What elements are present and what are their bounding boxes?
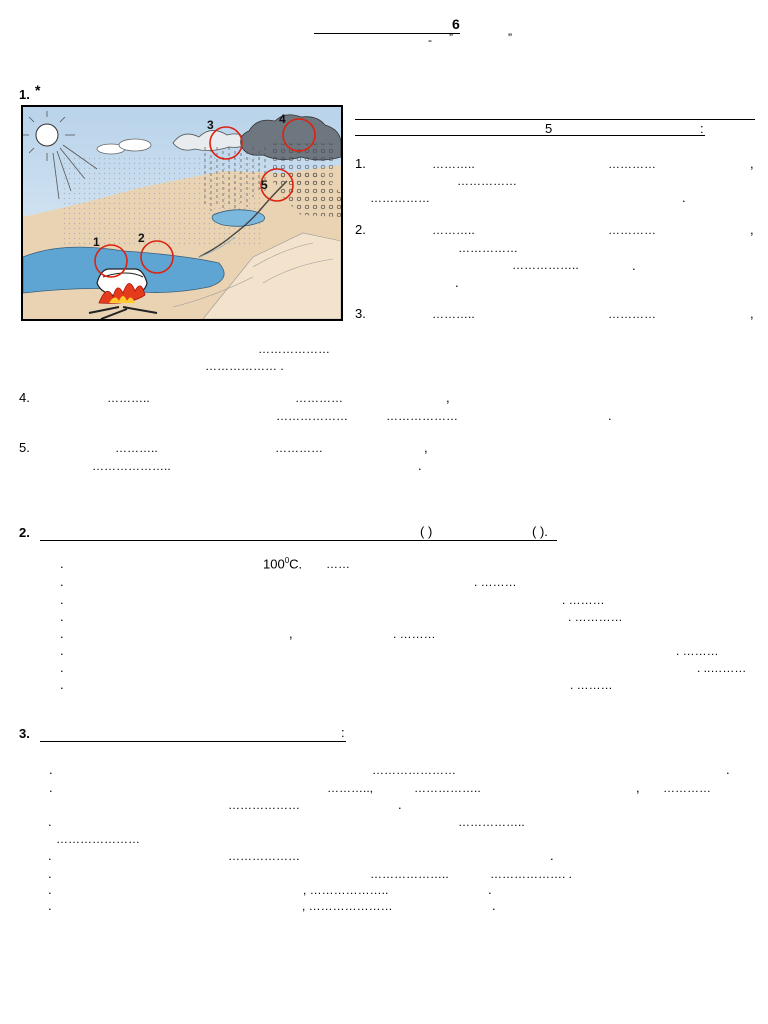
task1-item4-blank-d: ……………… bbox=[386, 409, 458, 423]
task1-item5-blank-a: ……….. bbox=[115, 441, 158, 455]
figure-label-4: 4 bbox=[279, 112, 286, 126]
task1-item2-blank-d: …………….. bbox=[512, 258, 579, 272]
task1-item3-blank-c: ……………… bbox=[258, 342, 330, 356]
figure-label-3: 3 bbox=[207, 118, 214, 132]
task3-row1-period: . bbox=[726, 762, 730, 777]
worksheet-number: 6 bbox=[452, 16, 460, 32]
task3-row7-bullet: . bbox=[48, 898, 52, 913]
task1-item5-comma: , bbox=[424, 440, 428, 455]
task1-item4-num: 4. bbox=[19, 390, 30, 405]
task1-item4-blank-b: ………… bbox=[295, 391, 343, 405]
task3-row3b-blank: ………………… bbox=[56, 832, 140, 846]
task3-row7-blank: , ………………… bbox=[302, 899, 393, 913]
task3-row3-blank: …………….. bbox=[458, 815, 525, 829]
figure-label-1: 1 bbox=[93, 235, 100, 249]
task1-item2-num: 2. bbox=[355, 222, 366, 237]
task1-item1-blank-c: …………… bbox=[457, 174, 517, 188]
task2-title-underline bbox=[40, 540, 557, 541]
task3-number: 3. bbox=[19, 726, 30, 741]
task1-item1-blank-b: ………… bbox=[608, 157, 656, 171]
task2-row6-answer: . ……… bbox=[676, 644, 719, 658]
figure-label-2: 2 bbox=[138, 231, 145, 245]
task1-item5-period: . bbox=[418, 458, 422, 473]
task1-list-count: 5 bbox=[545, 121, 553, 136]
task2-row2-answer: . ……… bbox=[474, 575, 517, 589]
task2-row8-bullet: . bbox=[60, 677, 64, 692]
task1-item4-blank-a: ……….. bbox=[107, 391, 150, 405]
task1-item2-comma: , bbox=[750, 222, 754, 237]
task2-row3-bullet: . bbox=[60, 592, 64, 607]
task2-bracket-a: ( ) bbox=[420, 524, 433, 539]
task2-row7-answer: . ..……… bbox=[697, 661, 747, 675]
task3-row1-blank: ………………… bbox=[372, 763, 456, 777]
task2-row3-answer: . ……… bbox=[562, 593, 605, 607]
task3-row4-bullet: . bbox=[48, 848, 52, 863]
task2-row5-answer: . ……… bbox=[393, 627, 436, 641]
task3-row5-blank-b: ………………. . bbox=[490, 867, 573, 881]
task1-item3-blank-a: ……….. bbox=[432, 307, 475, 321]
task1-item1-period: . bbox=[682, 190, 686, 205]
task3-row4-blank: ……………… bbox=[228, 849, 300, 863]
task1-list-colon: : bbox=[700, 121, 704, 136]
task2-temperature: $100^0C$. bbox=[263, 556, 303, 572]
task3-row3-bullet: . bbox=[48, 814, 52, 829]
task1-item4-period: . bbox=[608, 408, 612, 423]
task1-item4-comma: , bbox=[446, 390, 450, 405]
task1-item4-blank-c: ……………… bbox=[276, 409, 348, 423]
task1-item2-blank-b: ………… bbox=[608, 223, 656, 237]
task1-star: * bbox=[35, 82, 41, 98]
subtitle-dash: - bbox=[428, 33, 432, 47]
task3-row2b-period: . bbox=[398, 797, 402, 812]
task2-row4-answer: . ………… bbox=[568, 610, 623, 624]
task2-number: 2. bbox=[19, 525, 30, 540]
task2-row4-bullet: . bbox=[60, 609, 64, 624]
task1-item2-period-a: . bbox=[632, 258, 636, 273]
task1-item1-comma: , bbox=[750, 156, 754, 171]
hail-area bbox=[273, 143, 333, 183]
task2-row1-bullet: . bbox=[60, 556, 64, 571]
task2-row6-bullet: . bbox=[60, 643, 64, 658]
task2-row1-answer: …… bbox=[326, 557, 350, 571]
task1-item1-blank-a: ……….. bbox=[432, 157, 475, 171]
task1-number: 1. bbox=[19, 87, 30, 102]
subtitle-quote-open: ” bbox=[449, 31, 453, 45]
task1-item1-blank-d: …………… bbox=[370, 191, 430, 205]
task3-row4-period: . bbox=[550, 848, 554, 863]
task1-rule-top bbox=[355, 119, 755, 120]
task1-item3-num: 3. bbox=[355, 306, 366, 321]
task3-row7-period: . bbox=[492, 898, 496, 913]
task3-title-underline bbox=[40, 741, 346, 742]
task1-item2-blank-a: ……….. bbox=[432, 223, 475, 237]
task3-row2-blank-a: ……….., bbox=[327, 781, 374, 795]
task1-rule-underline bbox=[355, 135, 705, 136]
task1-item2-period-b: . bbox=[455, 275, 459, 290]
task3-row6-bullet: . bbox=[48, 882, 52, 897]
task3-row2-blank-b: …………….. bbox=[414, 781, 481, 795]
task2-row2-bullet: . bbox=[60, 574, 64, 589]
task1-item5-blank-b: ………… bbox=[275, 441, 323, 455]
task2-row7-bullet: . bbox=[60, 660, 64, 675]
task1-item5-blank-c: ……………….. bbox=[92, 459, 171, 473]
task1-item3-blank-d: ……………… . bbox=[205, 359, 284, 373]
task3-row1-bullet: . bbox=[49, 762, 53, 777]
task1-item5-num: 5. bbox=[19, 440, 30, 455]
subtitle-quote-close: ” bbox=[508, 31, 512, 45]
task1-item3-blank-b: ………… bbox=[608, 307, 656, 321]
task2-bracket-b: ( ). bbox=[532, 524, 548, 539]
task1-item1-num: 1. bbox=[355, 156, 366, 171]
task2-row5-bullet: . bbox=[60, 626, 64, 641]
task3-row2-comma: , bbox=[636, 780, 640, 795]
task3-row2b-blank: ……………… bbox=[228, 798, 300, 812]
task3-row6-blank: , ……………….. bbox=[303, 883, 389, 897]
water-cycle-illustration bbox=[23, 107, 341, 319]
task3-row6-period: . bbox=[488, 882, 492, 897]
title-underline bbox=[314, 33, 460, 34]
task2-row8-answer: . ……… bbox=[570, 678, 613, 692]
task3-row2-bullet: . bbox=[49, 780, 53, 795]
task2-row5-comma: , bbox=[289, 626, 293, 641]
task1-item2-blank-c: …………… bbox=[458, 241, 518, 255]
task1-item3-comma: , bbox=[750, 306, 754, 321]
water-vapour bbox=[63, 157, 263, 247]
figure-label-5: 5 bbox=[261, 178, 268, 192]
task3-row5-blank-a: ……………….. bbox=[370, 867, 449, 881]
task3-colon: : bbox=[341, 725, 345, 740]
water-cycle-figure bbox=[21, 105, 343, 321]
task3-row5-bullet: . bbox=[48, 866, 52, 881]
task3-row2-blank-c: ………… bbox=[663, 781, 711, 795]
